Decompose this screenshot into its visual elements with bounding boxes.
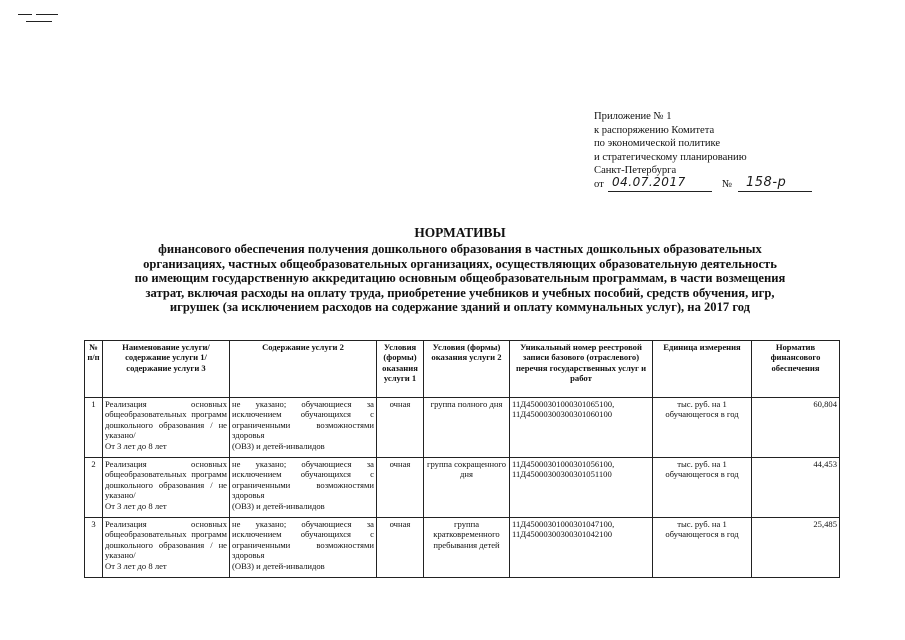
scan-artifact-lines xyxy=(18,12,58,22)
appendix-line: Санкт-Петербурга xyxy=(594,165,677,177)
row-content: не указано; обучающиеся за исключением обучающихся с ограниченными возможностями здоровья (ОВЗ) и детей-инвалидов xyxy=(230,518,377,578)
number-underline xyxy=(738,191,812,192)
header-registry: Уникальный номер реестровой записи базового (отраслевого) перечня государственных услуг и работ xyxy=(510,341,653,398)
header-unit: Единица измерения xyxy=(653,341,752,398)
title-line: финансового обеспечения получения дошкольного образования в частных дошкольных образовательных xyxy=(158,242,762,257)
appendix-block xyxy=(594,110,854,194)
header-num: № п/п xyxy=(85,341,103,398)
date-underline xyxy=(608,191,712,192)
header-norm: Норматив финансового обеспечения xyxy=(752,341,840,398)
title-heading: НОРМАТИВЫ xyxy=(414,225,506,240)
row-cond1: очная xyxy=(377,518,424,578)
row-unit: тыс. руб. на 1 обучающегося в год xyxy=(653,518,752,578)
row-content: не указано; обучающиеся за исключением обучающихся с ограниченными возможностями здоровья (ОВЗ) и детей-инвалидов xyxy=(230,398,377,458)
row-unit: тыс. руб. на 1 обучающегося в год xyxy=(653,398,752,458)
header-service: Наименование услуги/ содержание услуги 1/ содержание услуги 3 xyxy=(103,341,230,398)
handwritten-number: 158-р xyxy=(746,174,787,190)
title-line: по имеющим государственную аккредитацию основным общеобразовательным программам, в части возмещения xyxy=(134,271,786,286)
row-registry: 11Д45000301000301056100, 11Д45000300300301051100 xyxy=(510,458,653,518)
header-cond1: Условия (формы) оказания услуги 1 xyxy=(377,341,424,398)
number-label: № xyxy=(722,178,733,190)
header-content: Содержание услуги 2 xyxy=(230,341,377,398)
title-line: игрушек (за исключением расходов на содержание зданий и оплату коммунальных услуг), на 2017 год xyxy=(169,300,751,315)
row-cond2: группа полного дня xyxy=(424,398,510,458)
appendix-line: к распоряжению Комитета xyxy=(594,124,715,136)
row-num: 3 xyxy=(85,518,103,578)
row-registry: 11Д45000301000301065100, 11Д45000300300301060100 xyxy=(510,398,653,458)
row-service: Реализация основных общеобразовательных программ дошкольного образования / не указано/ От 3 лет до 8 лет xyxy=(103,518,230,578)
table-row xyxy=(85,398,840,458)
row-content: не указано; обучающиеся за исключением обучающихся с ограниченными возможностями здоровья (ОВЗ) и детей-инвалидов xyxy=(230,458,377,518)
table-row xyxy=(85,518,840,578)
row-service: Реализация основных общеобразовательных программ дошкольного образования / не указано/ От 3 лет до 8 лет xyxy=(103,458,230,518)
row-value: 44,453 xyxy=(752,458,840,518)
norms-table xyxy=(84,340,840,578)
row-value: 25,485 xyxy=(752,518,840,578)
row-cond1: очная xyxy=(377,458,424,518)
document-title xyxy=(60,226,860,314)
table-row xyxy=(85,458,840,518)
table-header-row xyxy=(85,341,840,398)
title-line: затрат, включая расходы на оплату труда, приобретение учебников и учебных пособий, средств обучения, игр, xyxy=(145,285,775,300)
header-cond2: Условия (формы) оказания услуги 2 xyxy=(424,341,510,398)
row-cond2: группа кратковременного пребывания детей xyxy=(424,518,510,578)
row-num: 1 xyxy=(85,398,103,458)
handwritten-date: 04.07.2017 xyxy=(612,174,686,189)
row-cond1: очная xyxy=(377,398,424,458)
appendix-line: и стратегическому планированию xyxy=(594,151,747,163)
row-service: Реализация основных общеобразовательных программ дошкольного образования / не указано/ От 3 лет до 8 лет xyxy=(103,398,230,458)
appendix-line: Приложение № 1 xyxy=(594,111,672,122)
row-cond2: группа сокращенного дня xyxy=(424,458,510,518)
date-label: от xyxy=(594,178,604,190)
row-value: 60,804 xyxy=(752,398,840,458)
row-num: 2 xyxy=(85,458,103,518)
decree-date-number xyxy=(594,174,854,194)
row-registry: 11Д45000301000301047100, 11Д45000300300301042100 xyxy=(510,518,653,578)
appendix-line: по экономической политике xyxy=(594,138,721,150)
row-unit: тыс. руб. на 1 обучающегося в год xyxy=(653,458,752,518)
title-line: организациях, частных общеобразовательных организациях, осуществляющих образовательную деятельность xyxy=(143,256,777,271)
